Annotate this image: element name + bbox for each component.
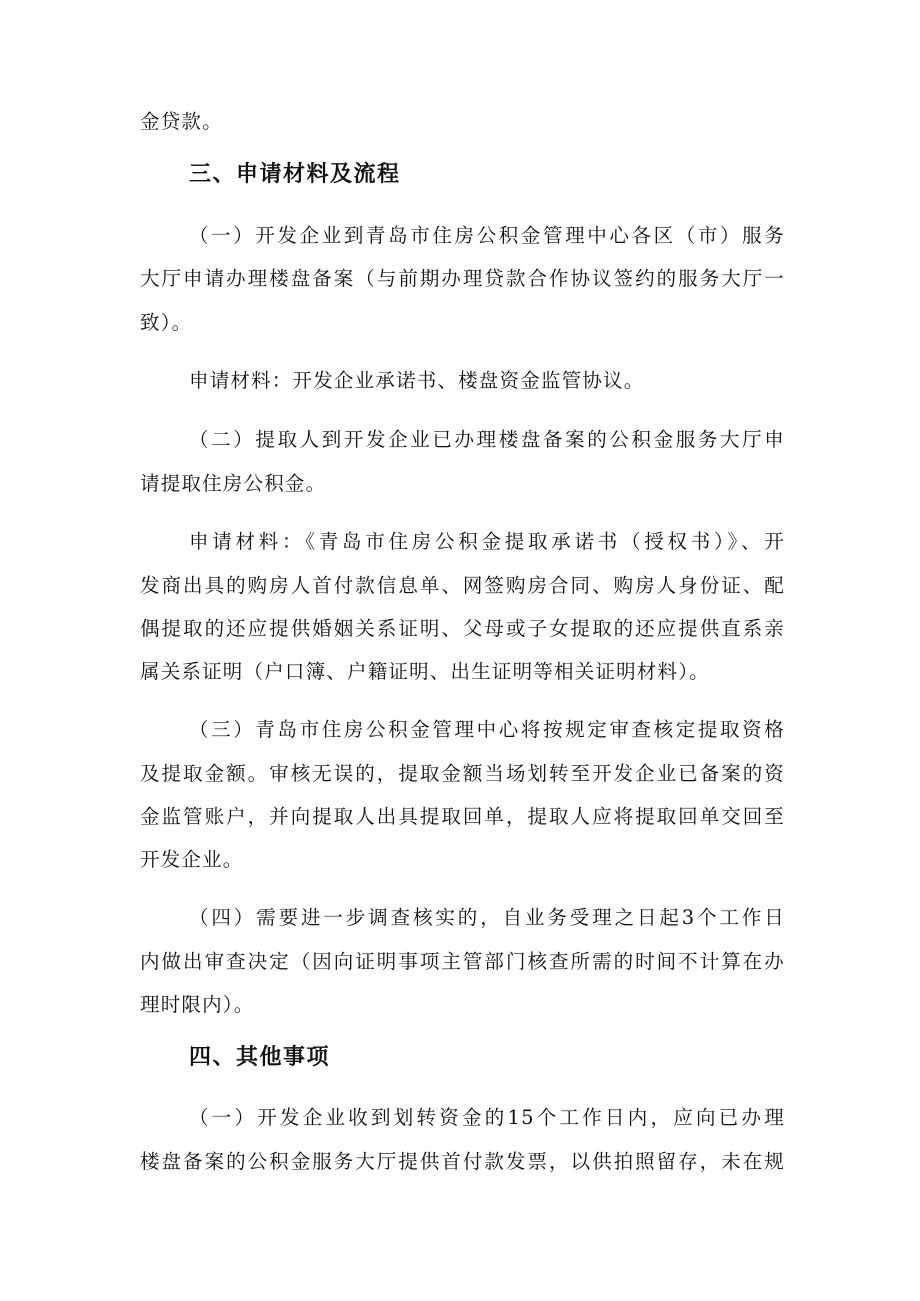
paragraph-line: 致）。 — [140, 311, 193, 334]
paragraph-line: 金贷款。 — [140, 110, 223, 133]
section-heading: 四、其他事项 — [189, 1045, 331, 1070]
paragraph-line: 楼盘备案的公积金服务大厅提供首付款发票，以供拍照留存，未在规 — [140, 1150, 785, 1173]
paragraph-line: 金监管账户，并向提取人出具提取回单，提取人应将提取回单交回至 — [140, 805, 785, 828]
paragraph-line: 申请材料：开发企业承诺书、楼盘资金监管协议。 — [189, 369, 645, 392]
paragraph-line: 理时限内）。 — [140, 993, 255, 1016]
section-heading: 三、申请材料及流程 — [189, 162, 401, 187]
paragraph-line: 请提取住房公积金。 — [140, 472, 327, 495]
paragraph-line: 属关系证明（户口簿、户籍证明、出生证明等相关证明材料）。 — [140, 660, 710, 683]
paragraph-line: 偶提取的还应提供婚姻关系证明、父母或子女提取的还应提供直系亲 — [140, 617, 785, 640]
paragraph-line: 内做出审查决定（因向证明事项主管部门核查所需的时间不计算在办 — [140, 950, 785, 973]
paragraph-line: 大厅申请办理楼盘备案（与前期办理贷款合作协议签约的服务大厅一 — [140, 267, 785, 290]
paragraph-line: 申请材料：《青岛市住房公积金提取承诺书（授权书）》、开 — [189, 530, 785, 553]
paragraph-line: （二）提取人到开发企业已办理楼盘备案的公积金服务大厅申 — [189, 428, 785, 451]
paragraph-line: （一）开发企业收到划转资金的15个工作日内，应向已办理 — [189, 1106, 785, 1129]
paragraph-line: （四）需要进一步调查核实的，自业务受理之日起3个工作日 — [189, 906, 785, 929]
paragraph-line: 发商出具的购房人首付款信息单、网签购房合同、购房人身份证、配 — [140, 574, 785, 597]
paragraph-line: （一）开发企业到青岛市住房公积金管理中心各区（市）服务 — [189, 224, 785, 247]
paragraph-line: （三）青岛市住房公积金管理中心将按规定审查核定提取资格 — [189, 718, 785, 741]
paragraph-line: 开发企业。 — [140, 848, 244, 871]
paragraph-line: 及提取金额。审核无误的，提取金额当场划转至开发企业已备案的资 — [140, 762, 785, 785]
